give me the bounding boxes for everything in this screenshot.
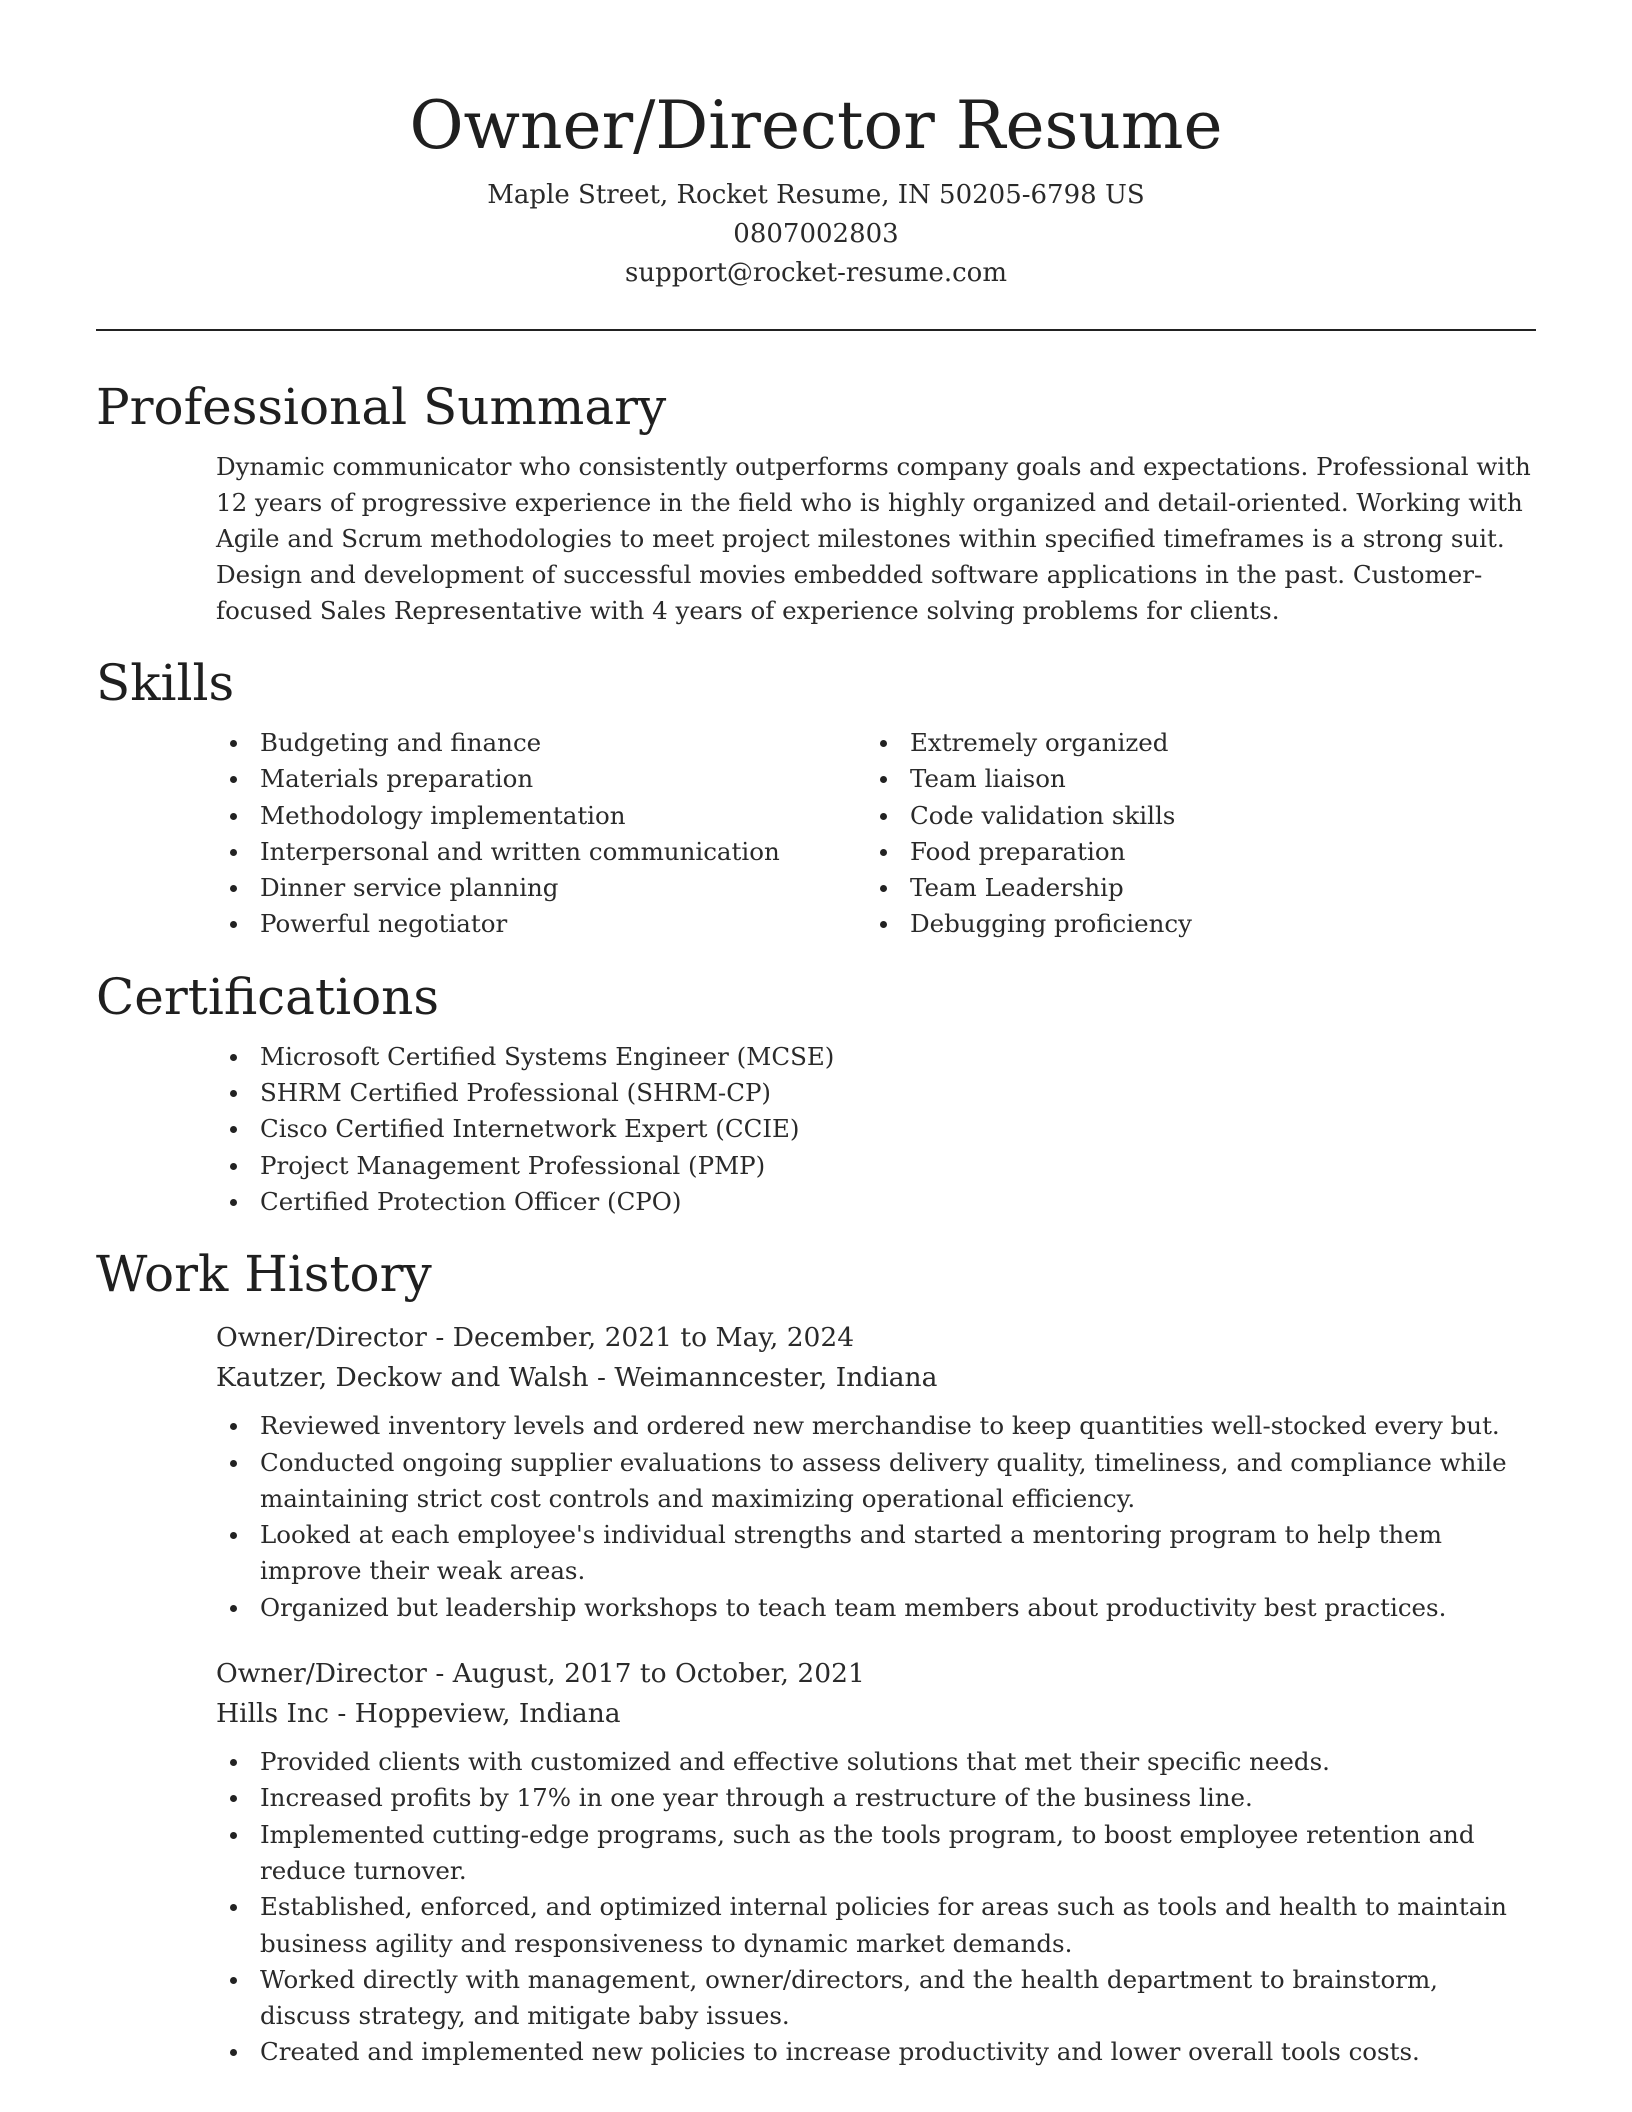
contact-email: support@rocket-resume.com — [624, 258, 1007, 288]
skills-column-left — [216, 725, 866, 943]
list-item: Extremely organized — [910, 725, 1516, 761]
resume-header — [96, 0, 1536, 293]
list-item: Materials preparation — [260, 761, 866, 797]
list-item: Implemented cutting-edge programs, such as the tools program, to boost employee retention and reduce turnover. — [260, 1817, 1536, 1890]
list-item: Cisco Certified Internetwork Expert (CCIE) — [260, 1111, 1536, 1147]
skills-list-left — [216, 725, 866, 943]
certifications-heading: Certifications — [96, 967, 440, 1026]
certifications-section — [96, 965, 1536, 1220]
job-title: Owner/Director - August, 2017 to October, 2021 — [216, 1658, 865, 1690]
list-item: Established, enforced, and optimized internal policies for areas such as tools and health to maintain business agility and responsiveness to dynamic market demands. — [260, 1889, 1536, 1962]
list-item: Reviewed inventory levels and ordered new merchandise to keep quantities well-stocked every but. — [260, 1408, 1536, 1444]
list-item: Food preparation — [910, 834, 1516, 870]
certifications-list — [216, 1039, 1536, 1220]
list-item: Worked directly with management, owner/directors, and the health department to brainstorm, discuss strategy, and mitigate baby issues. — [260, 1962, 1536, 2035]
summary-text: Dynamic communicator who consistently outperforms company goals and expectations. Professional with 12 years of progressive experience in the field who is highly organized and detail-oriented. Working with Agile and Scrum methodologies to meet project milestones within specified timeframes is a strong suit. Design and development of successful movies embedded software applications in the past. Customer-focused Sales Representative with 4 years of experience solving problems for clients. — [216, 452, 1531, 625]
page-title: Owner/Director Resume — [409, 87, 1223, 164]
list-item: Increased profits by 17% in one year through a restructure of the business line. — [260, 1780, 1536, 1816]
list-item: Microsoft Certified Systems Engineer (MCSE) — [260, 1039, 1536, 1075]
job-bullets — [216, 1744, 1536, 2071]
skills-heading: Skills — [96, 654, 235, 712]
work-history-section — [96, 1242, 1536, 2070]
list-item: Certified Protection Officer (CPO) — [260, 1184, 1536, 1220]
list-item: Code validation skills — [910, 798, 1516, 834]
job-company: Hills Inc - Hoppeview, Indiana — [216, 1698, 621, 1730]
list-item: Looked at each employee's individual strengths and started a mentoring program to help them improve their weak areas. — [260, 1517, 1536, 1590]
resume-page — [96, 0, 1536, 2071]
contact-phone: 0807002803 — [733, 219, 899, 249]
list-item: Provided clients with customized and effective solutions that met their specific needs. — [260, 1744, 1536, 1780]
list-item: Budgeting and finance — [260, 725, 866, 761]
skills-list-right — [866, 725, 1516, 943]
contact-info — [96, 176, 1536, 293]
summary-heading: Professional Summary — [96, 378, 667, 436]
summary-section — [96, 375, 1536, 629]
list-item: Organized but leadership workshops to teach team members about productivity best practices. — [260, 1590, 1536, 1626]
list-item: Team liaison — [910, 761, 1516, 797]
list-item: Methodology implementation — [260, 798, 866, 834]
list-item: Interpersonal and written communication — [260, 834, 866, 870]
skills-column-right — [866, 725, 1516, 943]
skills-grid — [216, 725, 1536, 943]
contact-address: Maple Street, Rocket Resume, IN 50205-6798 US — [487, 180, 1145, 210]
header-divider — [96, 329, 1536, 331]
job-bullets — [216, 1408, 1536, 1626]
list-item: SHRM Certified Professional (SHRM-CP) — [260, 1075, 1536, 1111]
job-title: Owner/Director - December, 2021 to May, 2024 — [216, 1322, 855, 1354]
job-company: Kautzer, Deckow and Walsh - Weimanncester, Indiana — [216, 1362, 938, 1394]
job-entry — [216, 1654, 1536, 2071]
list-item: Debugging proficiency — [910, 906, 1516, 942]
job-entry — [216, 1318, 1536, 1626]
list-item: Dinner service planning — [260, 870, 866, 906]
list-item: Conducted ongoing supplier evaluations to assess delivery quality, timeliness, and compliance while maintaining strict cost controls and maximizing operational efficiency. — [260, 1445, 1536, 1518]
list-item: Powerful negotiator — [260, 906, 866, 942]
work-history-heading: Work History — [96, 1245, 432, 1304]
list-item: Project Management Professional (PMP) — [260, 1148, 1536, 1184]
list-item: Created and implemented new policies to increase productivity and lower overall tools costs. — [260, 2034, 1536, 2070]
skills-section — [96, 651, 1536, 943]
list-item: Team Leadership — [910, 870, 1516, 906]
